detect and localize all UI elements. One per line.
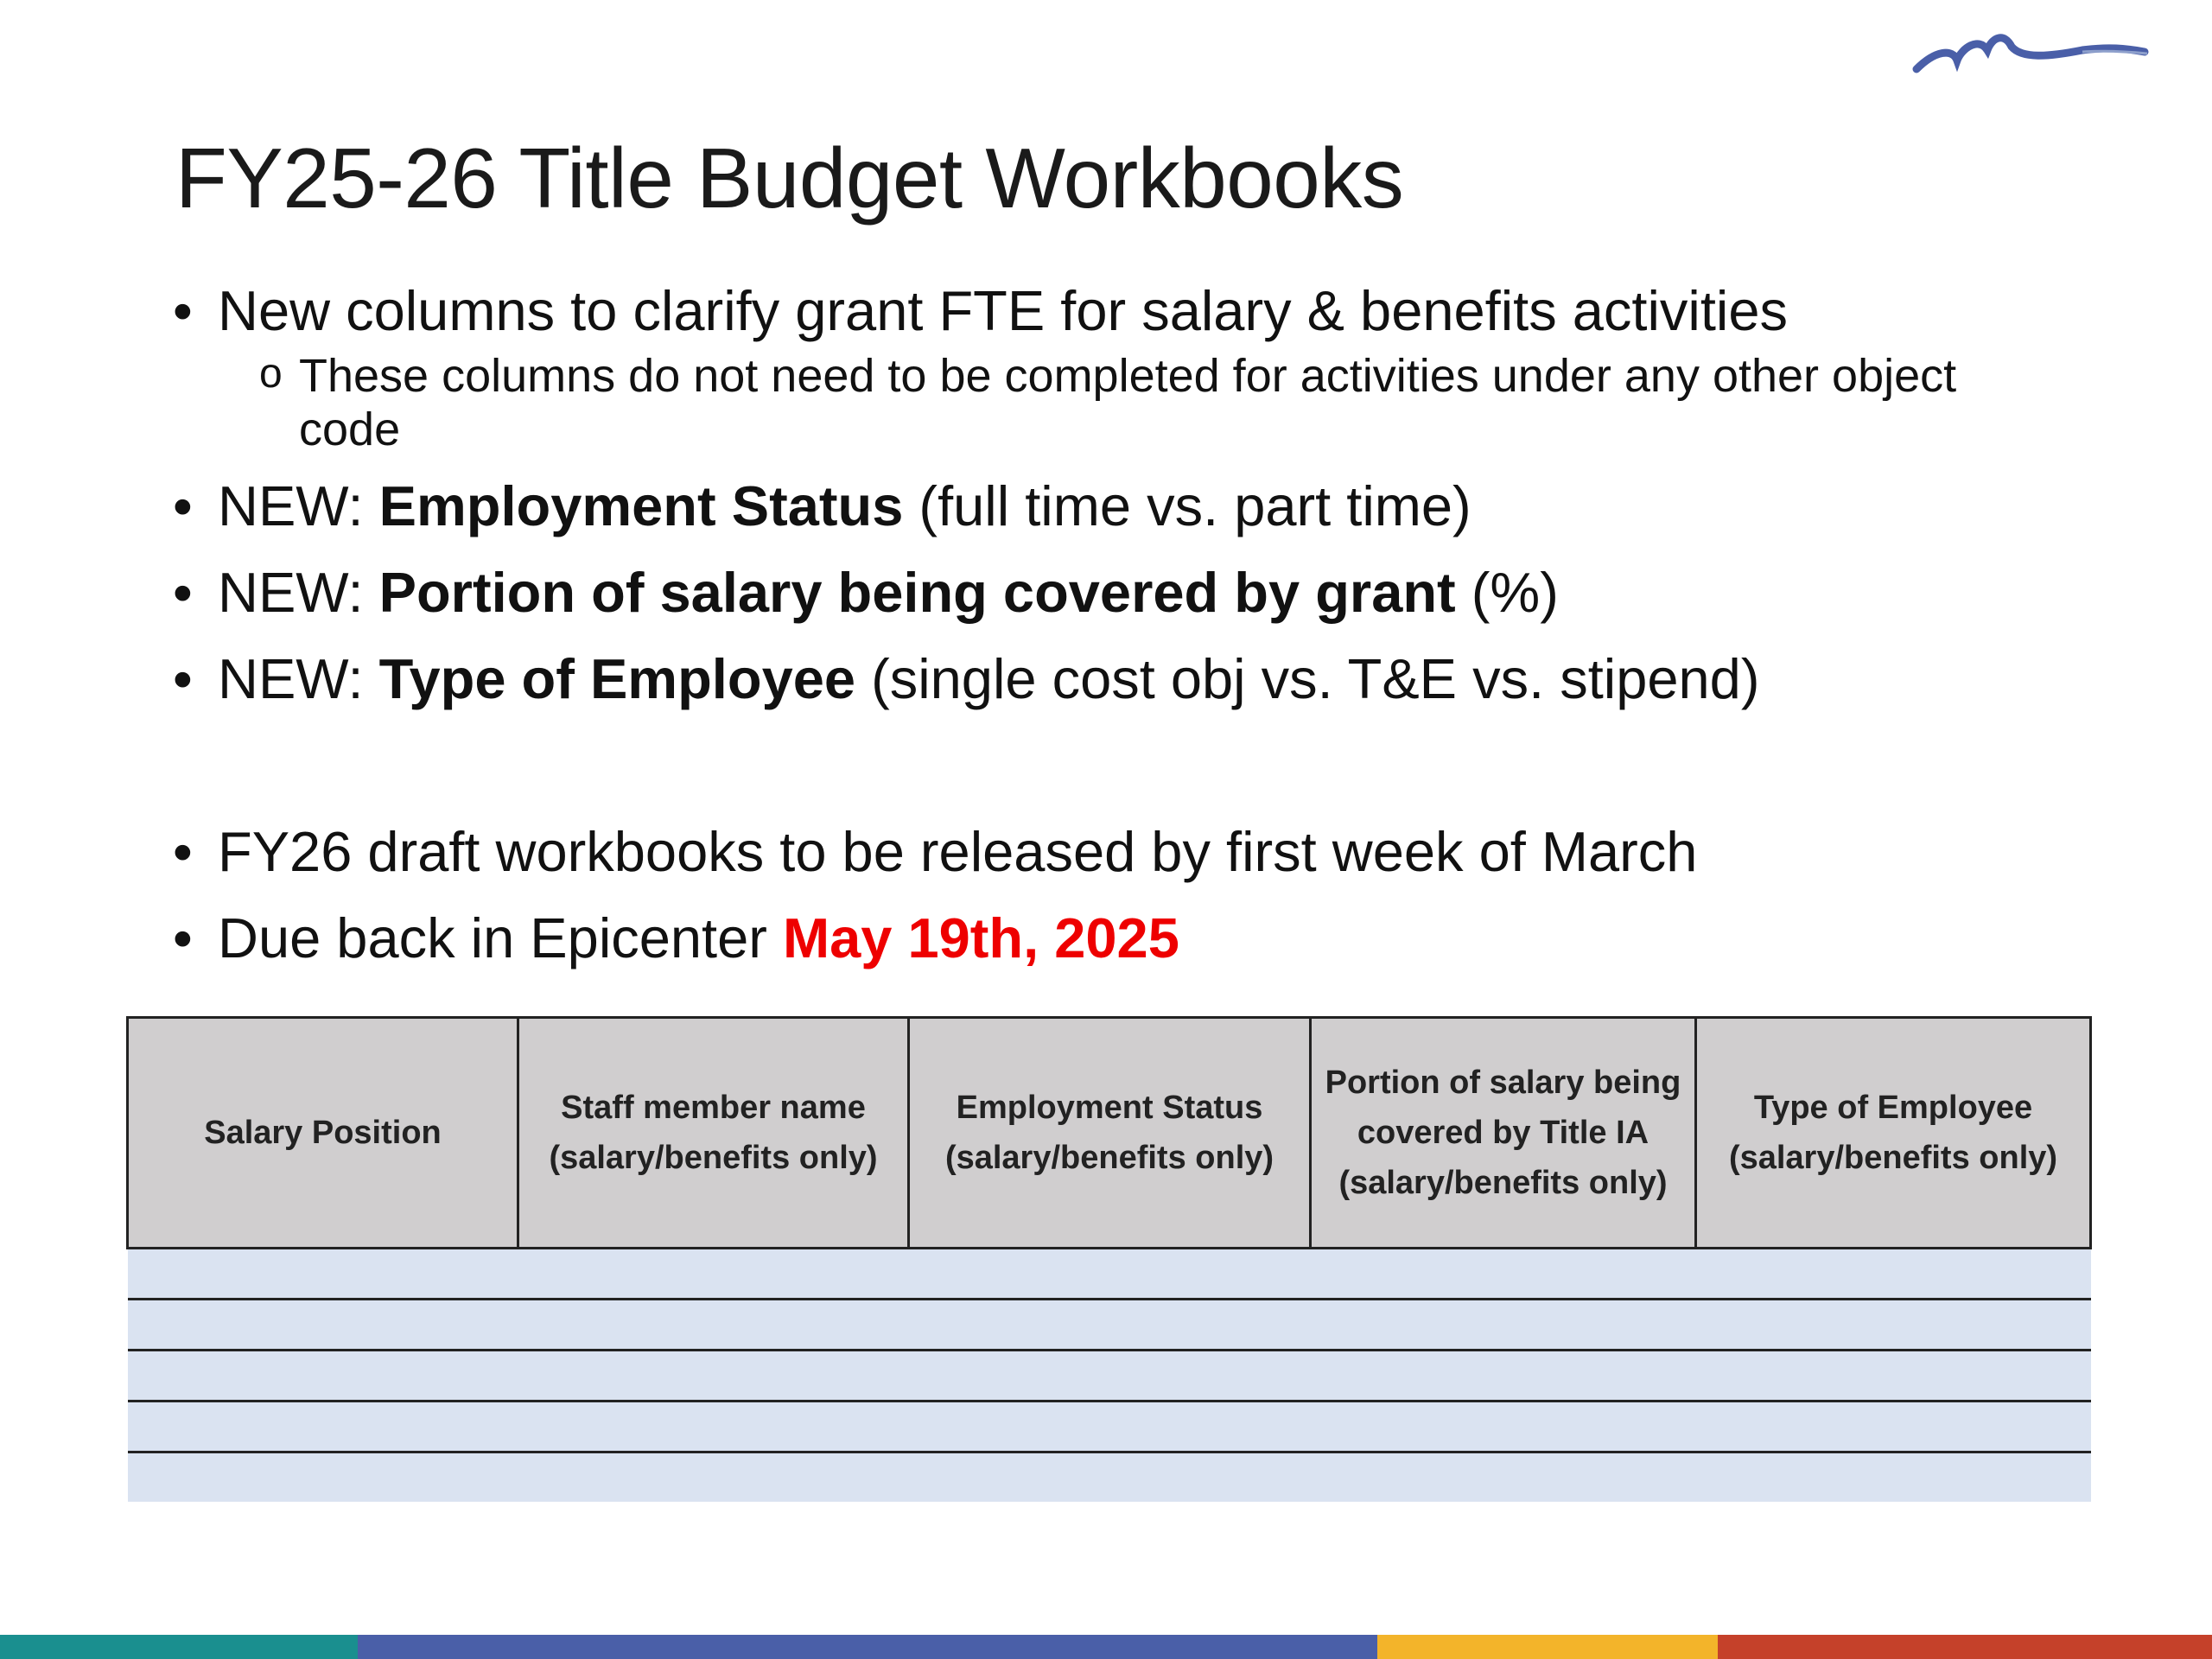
bullet-type-of-employee (173, 643, 2056, 715)
header-staff-member-name: Staff member name (salary/benefits only) (518, 1018, 909, 1249)
bullet-employment-status (173, 470, 2056, 543)
workbook-columns-table (126, 1016, 2092, 1502)
table-cell (128, 1300, 2091, 1351)
footer-stripe-blue (358, 1635, 1377, 1659)
bullet-text: New columns to clarify grant FTE for salary & benefits activities (218, 279, 1789, 342)
header-portion-of-salary: Portion of salary being covered by Title IA (salary/benefits only) (1311, 1018, 1696, 1249)
footer-stripe-gold (1377, 1635, 1718, 1659)
bullet-draft-release (173, 816, 2056, 888)
table-row (128, 1402, 2091, 1452)
bullet-suffix: (full time vs. part time) (903, 474, 1471, 537)
bullet-dot-icon: • (173, 647, 193, 710)
table-row (128, 1249, 2091, 1300)
slide-title: FY25-26 Title Budget Workbooks (175, 130, 1404, 226)
table-row (128, 1300, 2091, 1351)
bullet-bold-term: Employment Status (378, 474, 904, 537)
bullet-list (173, 275, 2056, 975)
workbook-table-image (126, 1016, 2089, 1502)
footer-stripe-teal (0, 1635, 358, 1659)
bullet-dot-icon: • (173, 279, 193, 342)
bullet-dot-icon: • (173, 906, 193, 969)
bullet-dot-icon: • (173, 561, 193, 624)
bullet-text: FY26 draft workbooks to be released by first week of March (218, 820, 1698, 883)
table-cell (128, 1249, 2091, 1300)
bullet-dot-icon: • (173, 474, 193, 537)
sub-bullet-circle-icon: o (259, 351, 283, 397)
sub-bullet-text: These columns do not need to be completed for activities under any other object code (299, 350, 1957, 455)
bullet-prefix: NEW: (218, 561, 379, 624)
bullet-suffix: (%) (1455, 561, 1559, 624)
header-type-of-employee: Type of Employee (salary/benefits only) (1696, 1018, 2091, 1249)
header-employment-status: Employment Status (salary/benefits only) (909, 1018, 1311, 1249)
table-row (128, 1452, 2091, 1503)
footer-stripe-red (1718, 1635, 2212, 1659)
header-salary-position: Salary Position (128, 1018, 518, 1249)
bullet-prefix: Due back in Epicenter (218, 906, 783, 969)
table-cell (128, 1452, 2091, 1503)
bullet-portion-of-salary (173, 556, 2056, 629)
sub-bullet-columns-note (173, 349, 2056, 456)
logo-icon (1910, 24, 2152, 76)
bullet-suffix: (single cost obj vs. T&E vs. stipend) (855, 647, 1760, 710)
table-row (128, 1351, 2091, 1402)
table-cell (128, 1351, 2091, 1402)
bullet-due-date (173, 902, 2056, 975)
bullet-dot-icon: • (173, 820, 193, 883)
bullet-new-columns (173, 275, 2056, 347)
table-cell (128, 1402, 2091, 1452)
due-date: May 19th, 2025 (782, 906, 1179, 969)
bullet-prefix: NEW: (218, 647, 379, 710)
table-header-row (128, 1018, 2091, 1249)
bullet-bold-term: Type of Employee (378, 647, 856, 710)
bullet-bold-term: Portion of salary being covered by grant (378, 561, 1456, 624)
bullet-prefix: NEW: (218, 474, 379, 537)
